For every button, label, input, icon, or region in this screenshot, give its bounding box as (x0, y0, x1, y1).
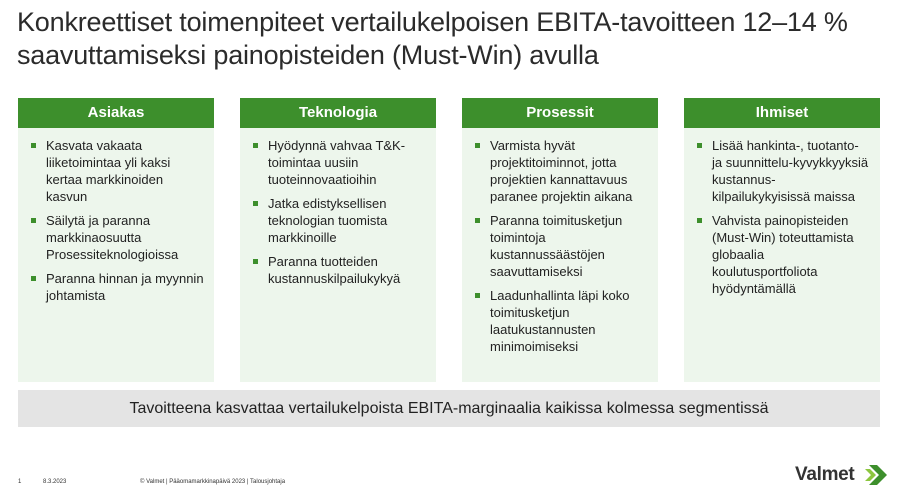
column-prosessit (462, 98, 658, 382)
footer-info: © Valmet | Pääomamarkkinapäivä 2023 | Talousjohtaja (140, 479, 286, 485)
column-ihmiset (684, 98, 880, 382)
footer-date: 8.3.2023 (43, 479, 67, 485)
bullet-list (684, 128, 880, 297)
bullet-list (18, 128, 214, 304)
list-item: Paranna hinnan ja myynnin johtamista (30, 270, 206, 304)
bullet-list (462, 128, 658, 355)
slide-title: Konkreettiset toimenpiteet vertailukelpoisen EBITA-tavoitteen 12–14 % saavuttamiseksi painopisteiden (Must-Win) avulla (17, 7, 848, 70)
list-item: Säilytä ja paranna markkinaosuutta Prosessiteknologioissa (30, 212, 206, 263)
column-header: Prosessit (462, 98, 658, 128)
bullet-list (240, 128, 436, 287)
list-item: Hyödynnä vahvaa T&K-toimintaa uusiin tuoteinnovaatioihin (252, 137, 428, 188)
column-teknologia (240, 98, 436, 382)
list-item: Kasvata vakaata liiketoimintaa yli kaksi kertaa markkinoiden kasvun (30, 137, 206, 205)
logo-text: Valmet (795, 464, 855, 485)
logo-chevron-icon (865, 463, 889, 487)
goal-banner: Tavoitteena kasvattaa vertailukelpoista EBITA-marginaalia kaikissa kolmessa segmentissä (18, 390, 880, 427)
list-item: Paranna tuotteiden kustannuskilpailukykyä (252, 253, 428, 287)
list-item: Paranna toimitusketjun toimintoja kustannussäästöjen saavuttamiseksi (474, 212, 650, 280)
column-header: Ihmiset (684, 98, 880, 128)
valmet-logo (795, 461, 895, 491)
column-asiakas (18, 98, 214, 382)
column-header: Asiakas (18, 98, 214, 128)
list-item: Vahvista painopisteiden (Must-Win) toteuttamista globaalia koulutusportfoliota hyödyntämällä (696, 212, 872, 297)
list-item: Jatka edistyksellisen teknologian tuomista markkinoille (252, 195, 428, 246)
list-item: Varmista hyvät projektitoiminnot, jotta projektien kannattavuus paranee projektin aikana (474, 137, 650, 205)
list-item: Lisää hankinta-, tuotanto- ja suunnittelu-kyvykkyyksiä kustannus-kilpailukykyisissä maissa (696, 137, 872, 205)
column-header: Teknologia (240, 98, 436, 128)
page-number: 1 (18, 479, 22, 485)
list-item: Laadunhallinta läpi koko toimitusketjun laatukustannusten minimoimiseksi (474, 287, 650, 355)
